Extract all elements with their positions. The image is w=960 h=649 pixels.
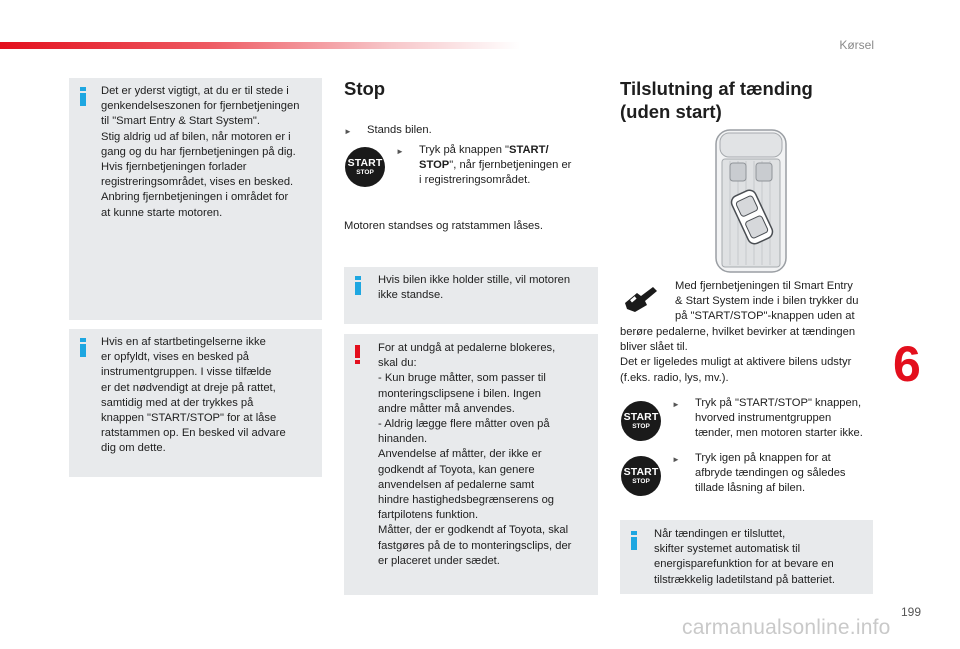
watermark-text: carmanualsonline.info bbox=[682, 616, 891, 639]
info-box-start-conditions-text: Hvis en af startbetingelserne ikke er opfyldt, vises en besked på instrumentgruppen. I visse tilfælde er det nødvendigt at dreje på rattet, samtidig med at der trykkes på knappen "START/STOP" for at låse ratstammen op. En besked vil advare dig om dette. bbox=[101, 336, 286, 455]
info-icon bbox=[630, 531, 638, 550]
info-icon bbox=[79, 338, 87, 357]
header-accent-bar bbox=[0, 42, 520, 49]
info-box-energy-saving-text: Når tændingen er tilsluttet, skifter systemet automatisk til energisparefunktion for at bevare en tilstrækkelig ladetilstand på batteriet. bbox=[654, 528, 835, 586]
bullet-arrow-icon: ► bbox=[672, 455, 680, 464]
ignition-section-title: Tilslutning af tænding (uden start) bbox=[620, 78, 813, 122]
warning-icon bbox=[354, 345, 362, 364]
start-stop-button-icon: START STOP bbox=[621, 456, 661, 496]
bullet-arrow-icon: ► bbox=[344, 127, 352, 136]
info-icon bbox=[354, 276, 362, 295]
vehicle-top-view-illustration bbox=[712, 127, 790, 275]
stop-section-title: Stop bbox=[344, 78, 386, 99]
info-box-not-stationary-text: Hvis bilen ikke holder stille, vil motoren ikke standse. bbox=[378, 274, 571, 302]
stop-step-1: ► Stands bilen. bbox=[344, 123, 594, 138]
ignition-intro-indented: Med fjernbetjeningen til Smart Entry & Start System inde i bilen trykker du på "START/STOP"-knappen uden at bbox=[675, 280, 859, 323]
start-stop-button-icon: START STOP bbox=[345, 147, 385, 187]
bullet-arrow-icon: ► bbox=[396, 147, 404, 156]
section-title: Kørsel bbox=[839, 38, 874, 52]
chapter-number: 6 bbox=[893, 336, 921, 392]
stop-result-text: Motoren standses og ratstammen låses. bbox=[344, 220, 543, 232]
page-number: 199 bbox=[901, 605, 922, 619]
bullet-arrow-icon: ► bbox=[672, 400, 680, 409]
warning-box-floor-mats-text: For at undgå at pedalerne blokeres, skal du: - Kun bruge måtter, som passer til monteringsclipsene i bilen. Ingen andre måtter må anvendes. - Aldrig lægge flere måtter oven på hinanden. Anvendelse af måtter, der ikke er godkendt af Toyota, kan genere anvendelsen af pedalerne samt hindre hastighedsbegrænserens og fartpilotens funktion. Måtter, der er godkendt af Toyota, skal fastgøres på de to monteringsclips, der er placeret under sædet. bbox=[378, 342, 572, 567]
ignition-intro-body: berøre pedalerne, hvilket bevirker at tændingen bliver slået til. Det er ligeledes muligt at aktivere bilens udstyr (f.eks. radio, lys, mv.). bbox=[620, 326, 856, 384]
ignition-step-1: ► Tryk på "START/STOP" knappen, hvorved instrumentgruppen tænder, men motoren starter ikke. bbox=[672, 397, 863, 440]
start-stop-button-icon: START STOP bbox=[621, 401, 661, 441]
stop-step-2: ► Tryk på knappen "START/ STOP", når fjernbetjeningen er i registreringsområdet. bbox=[396, 144, 572, 187]
hand-pressing-button-icon bbox=[623, 285, 659, 313]
info-icon bbox=[79, 87, 87, 106]
info-box-presence-text: Det er yderst vigtigt, at du er til stede i genkendelseszonen for fjernbetjeningen til "Smart Entry & Start System". Stig aldrig ud af bilen, når motoren er i gang og du har fjernbetjeningen på dig. Hvis fjernbetjeningen forlader registreringsområdet, vises en besked. Anbring fjernbetjeningen i området for at kunne starte motoren. bbox=[101, 85, 300, 219]
ignition-step-2: ► Tryk igen på knappen for at afbryde tændingen og således tillade låsning af bilen. bbox=[672, 452, 846, 495]
